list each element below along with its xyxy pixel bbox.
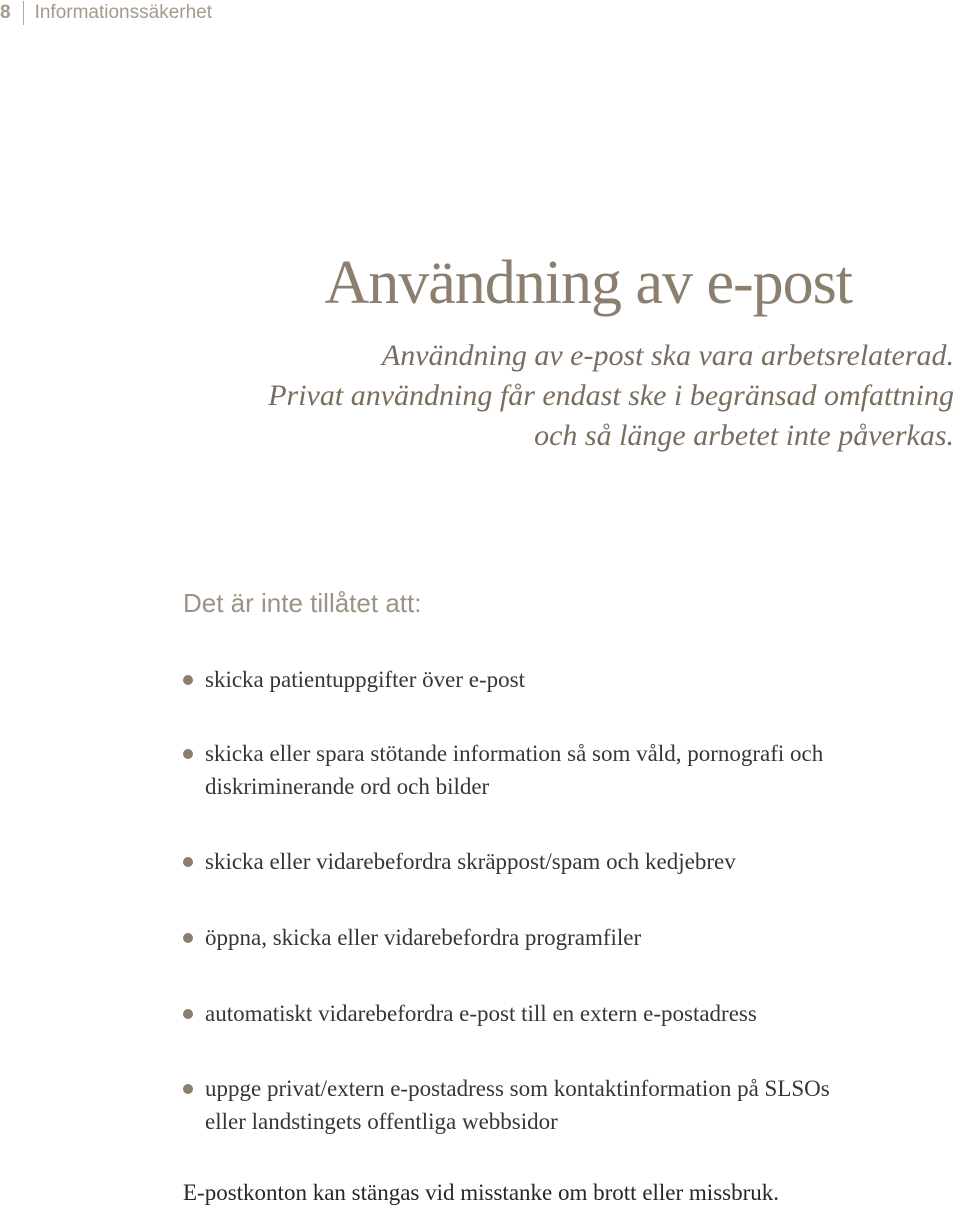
bullet-icon [183,1009,193,1019]
page-title: Användning av e-post [324,249,852,317]
footer-note: E-postkonton kan stängas vid misstanke om brott eller missbruk. [183,1180,780,1205]
list-item-text: automatiskt vidarebefordra e-post till en extern e-postadress [205,1001,757,1026]
list-item-text: öppna, skicka eller vidarebefordra programfiler [205,925,642,950]
list-item-text: skicka patientuppgifter över e-post [205,667,525,692]
bullet-icon [183,1084,193,1094]
bullet-icon [183,933,193,943]
list-item [183,663,525,696]
list-item [183,921,641,954]
list-item [183,845,736,878]
lead-paragraph [268,336,954,456]
lead-line: och så länge arbetet inte påverkas. [534,419,954,452]
list-item-text: uppge privat/extern e-postadress som kontaktinformation på SLSOs eller landstingets offentliga webbsidor [205,1076,830,1134]
list-item [183,737,823,803]
bullet-icon [183,749,193,759]
header-divider [23,1,24,25]
list-item-text: skicka eller vidarebefordra skräppost/spam och kedjebrev [205,849,736,874]
page-number: 8 [0,2,11,23]
lead-line: Privat användning får endast ske i begränsad omfattning [268,379,954,412]
header-section-title: Informationssäkerhet [34,2,212,23]
list-item [183,997,757,1030]
bullet-icon [183,675,193,685]
bullet-icon [183,857,193,867]
rules-heading: Det är inte tillåtet att: [183,588,422,618]
page-header [0,0,212,26]
list-item [183,1072,830,1138]
lead-line: Användning av e-post ska vara arbetsrelaterad. [381,339,954,372]
list-item-text: skicka eller spara stötande information så som våld, pornografi och diskriminerande ord och bilder [205,741,824,799]
